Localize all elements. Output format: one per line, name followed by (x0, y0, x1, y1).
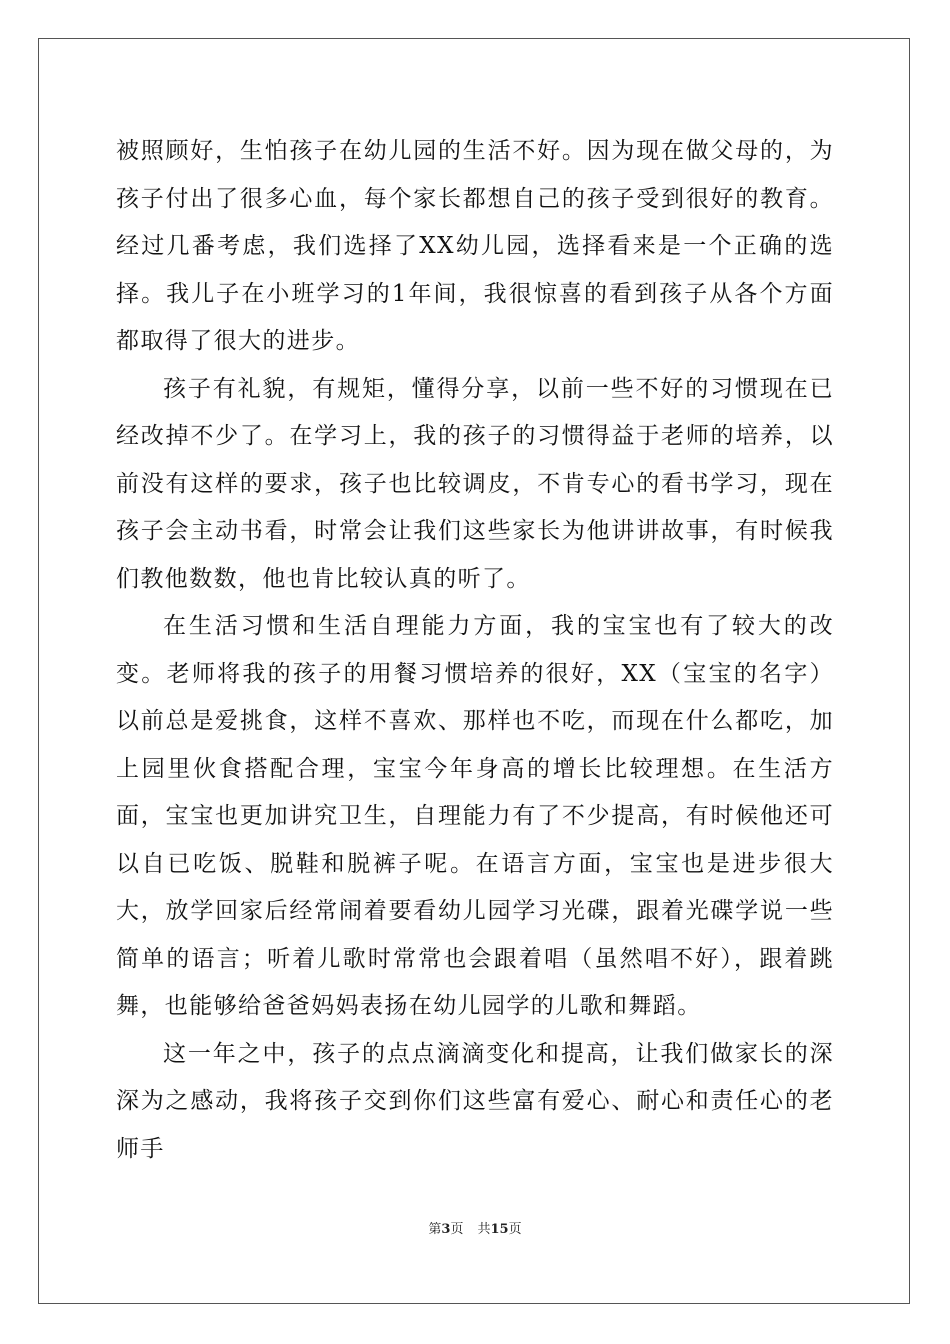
paragraph-3: 在生活习惯和生活自理能力方面，我的宝宝也有了较大的改变。老师将我的孩子的用餐习惯培养的很好，XX（宝宝的名字）以前总是爱挑食，这样不喜欢、那样也不吃，而现在什么都吃，加上园里伙食搭配合理，宝宝今年身高的增长比较理想。在生活方面，宝宝也更加讲究卫生，自理能力有了不少提高，有时候他还可以自已吃饭、脱鞋和脱裤子呢。在语言方面，宝宝也是进步很大大，放学回家后经常闹着要看幼儿园学习光碟，跟着光碟学说一些简单的语言；听着儿歌时常常也会跟着唱（虽然唱不好），跟着跳舞，也能够给爸爸妈妈表扬在幼儿园学的儿歌和舞蹈。 (116, 613, 834, 1019)
paragraph-4: 这一年之中，孩子的点点滴滴变化和提高，让我们做家长的深深为之感动，我将孩子交到你们这些富有爱心、耐心和责任心的老师手 (116, 1040, 834, 1162)
total-suffix: 页 (508, 1222, 522, 1237)
page-number: 3 (441, 1222, 451, 1237)
document-body (116, 128, 834, 1173)
paragraph-1: 被照顾好，生怕孩子在幼儿园的生活不好。因为现在做父母的，为孩子付出了很多心血，每个家长都想自己的孩子受到很好的教育。经过几番考虑，我们选择了XX幼儿园，选择看来是一个正确的选择。我儿子在小班学习的1年间，我很惊喜的看到孩子从各个方面都取得了很大的进步。 (116, 138, 834, 354)
page-footer (0, 1218, 950, 1237)
page-prefix: 第 (428, 1222, 442, 1237)
paragraph-2: 孩子有礼貌，有规矩，懂得分享，以前一些不好的习惯现在已经改掉不少了。在学习上，我的孩子的习惯得益于老师的培养，以前没有这样的要求，孩子也比较调皮，不肯专心的看书学习，现在孩子会主动书看，时常会让我们这些家长为他讲讲故事，有时候我们教他数数，他也肯比较认真的听了。 (116, 375, 834, 592)
total-prefix: 共 (477, 1222, 491, 1237)
total-pages: 15 (490, 1222, 509, 1237)
page-suffix: 页 (450, 1222, 464, 1237)
